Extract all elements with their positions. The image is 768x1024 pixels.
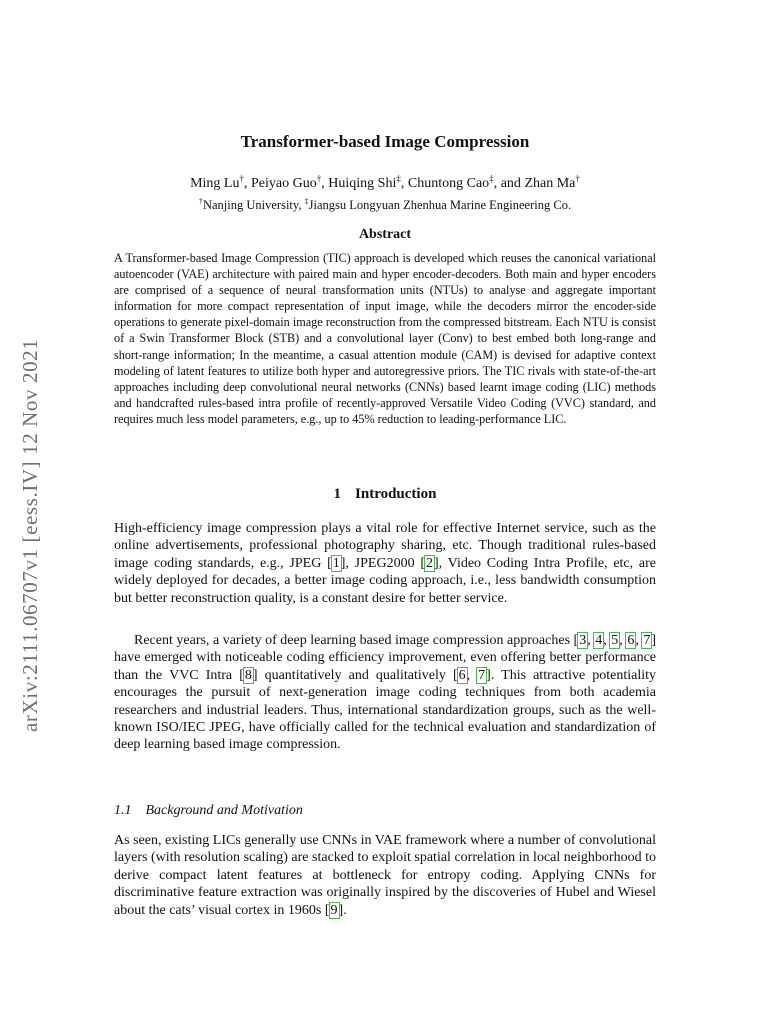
affiliation: Nanjing University, [202, 198, 305, 212]
citation-link[interactable]: 2 [426, 555, 433, 571]
paragraph [114, 832, 656, 919]
paragraph [114, 632, 656, 754]
citation-link[interactable]: 9 [330, 902, 338, 918]
subsection-title: Background and Motivation [145, 803, 303, 818]
affiliation-mark: † [575, 173, 580, 184]
text-run: High-efficiency image compression plays a vital role for effective Internet service, such as the online advertisements, professional photography sharing, etc. Though traditional rules-based image coding standards, e.g., JPEG [114, 521, 656, 571]
abstract-text: A Transformer-based Image Compression (TIC) approach is developed which reuses the canonical variational autoencoder (VAE) architecture with paired main and hyper encoder-decoders. Both main and hyper encoders are comprised of a sequence of neural transformation units (NTUs) to analyse and aggregate important information for more compact representation of input image, while the decoders mirror the encoder-side operations to generate pixel-domain image reconstruction from the compressed bitstream. Each NTU is consist of a Swin Transformer Block (STB) and a convolutional layer (Conv) to best embed both long-range and short-range information; In the meantime, a casual attention module (CAM) is devised for adaptive context modeling of latent features to utilize both hyper and autoregressive priors. The TIC rivals with state-of-the-art approaches including deep convolutional neural networks (CNNs) based learnt image coding (LIC) methods and handcrafted rules-based intra profile of recently-approved Versatile Video Coding (VVC) standard, and requires much less model parameters, e.g., up to 45% reduction to leading-performance LIC. [114, 251, 656, 426]
author-separator: , [321, 176, 329, 191]
paper-title: Transformer-based Image Compression [240, 132, 530, 151]
author [328, 173, 408, 191]
author [524, 173, 580, 191]
author [251, 173, 329, 191]
affiliation-mark: ‡ [489, 173, 494, 184]
author-separator: , [244, 176, 251, 191]
text-run: , Video Coding Intra Profile, etc, are widely deployed for decades, a better image coding approach, i.e., less bandwidth consumption but better reconstruction quality, is a constant desire for better service. [114, 555, 656, 606]
text-run: ] have emerged with noticeable coding efficiency improvement, even offering better performance than the VVC Intra [ [114, 633, 657, 683]
author-name: Ming Lu [190, 176, 240, 191]
paragraph: High-efficiency image compression plays a vital role for effective Internet service, such as the online advertisements, professional photography sharing, etc. Though traditional rules-based image coding standards, e.g., JPEG [1], JPEG2000 [2], Video Coding Intra Profile, etc, are widely deployed for decades, a better image coding approach, i.e., less bandwidth consumption but better reconstruction quality, is a constant desire for better service. [114, 521, 656, 606]
subsection-number: 1.1 [114, 803, 132, 818]
affiliations [114, 198, 656, 213]
author [407, 173, 525, 191]
author [190, 173, 251, 191]
affiliation: Jiangsu Longyuan Zhenhua Marine Engineering Co. [308, 198, 572, 212]
author-name: Peiyao Guo [251, 176, 317, 191]
text-run: , JPEG2000 [345, 555, 421, 571]
abstract-heading: Abstract [358, 227, 412, 242]
text-run: ] quantitatively and qualitatively [ [252, 667, 458, 683]
citation-link[interactable]: 7 [643, 633, 651, 648]
citation-link[interactable]: 5 [611, 633, 619, 648]
citation-link[interactable]: 3 [579, 633, 587, 648]
citation-link[interactable]: 4 [595, 633, 603, 648]
citation-link[interactable]: 8 [244, 667, 252, 683]
author-name: Chuntong Cao [407, 176, 490, 191]
text-run: , [587, 633, 595, 648]
text-run: ]. This attractive potentiality encourages the pursuit of next-generation image coding techniques from both academia researchers and industrial leaders. Thus, international standardization groups, such as the well-known ISO/IEC JPEG, have officially called for the technical evaluation and standardization of deep learning based image compression. [114, 667, 656, 753]
arxiv-identifier[interactable]: arXiv:2111.06707v1 [eess.IV] 12 Nov 2021 [18, 338, 42, 732]
affiliation-mark: † [316, 173, 322, 184]
author-separator: , [400, 176, 408, 191]
text-run: , [635, 633, 643, 648]
citation-link[interactable]: 6 [458, 667, 466, 683]
text-run: ]. [338, 902, 347, 918]
text-run: , [466, 667, 478, 683]
section-title: Introduction [355, 486, 437, 502]
author-name: Huiqing Shi [328, 176, 397, 191]
affiliation-mark: ‡ [396, 173, 401, 184]
citation-link[interactable]: 6 [627, 633, 635, 648]
affiliation-mark: † [239, 173, 244, 184]
text-run: , [619, 633, 627, 648]
author-list [114, 173, 656, 192]
affiliation-mark: † [198, 196, 203, 206]
section-heading-introduction [114, 486, 656, 503]
text-run: Recent years, a variety of deep learning based image compression approaches [ [134, 633, 579, 648]
citation-link[interactable]: 1 [332, 555, 340, 571]
affiliation-mark: ‡ [304, 196, 309, 206]
author-separator: , and [493, 176, 525, 191]
citation-link[interactable]: 7 [478, 667, 486, 683]
text-run: As seen, existing LICs generally use CNNs in VAE framework where a number of convolutional layers (with resolution scaling) are stacked to exploit spatial correlation in local neighborhood to derive compact latent features at bottleneck for entropy coding. Applying CNNs for discriminative feature extraction was originally inspired by the discoveries of Hubel and Wiesel about the cats’ visual cortex in 1960s [ [114, 833, 656, 918]
section-number: 1 [333, 486, 342, 502]
subsection-heading-background [114, 803, 656, 819]
text-run: , [603, 633, 611, 648]
author-name: Zhan Ma [524, 176, 576, 191]
